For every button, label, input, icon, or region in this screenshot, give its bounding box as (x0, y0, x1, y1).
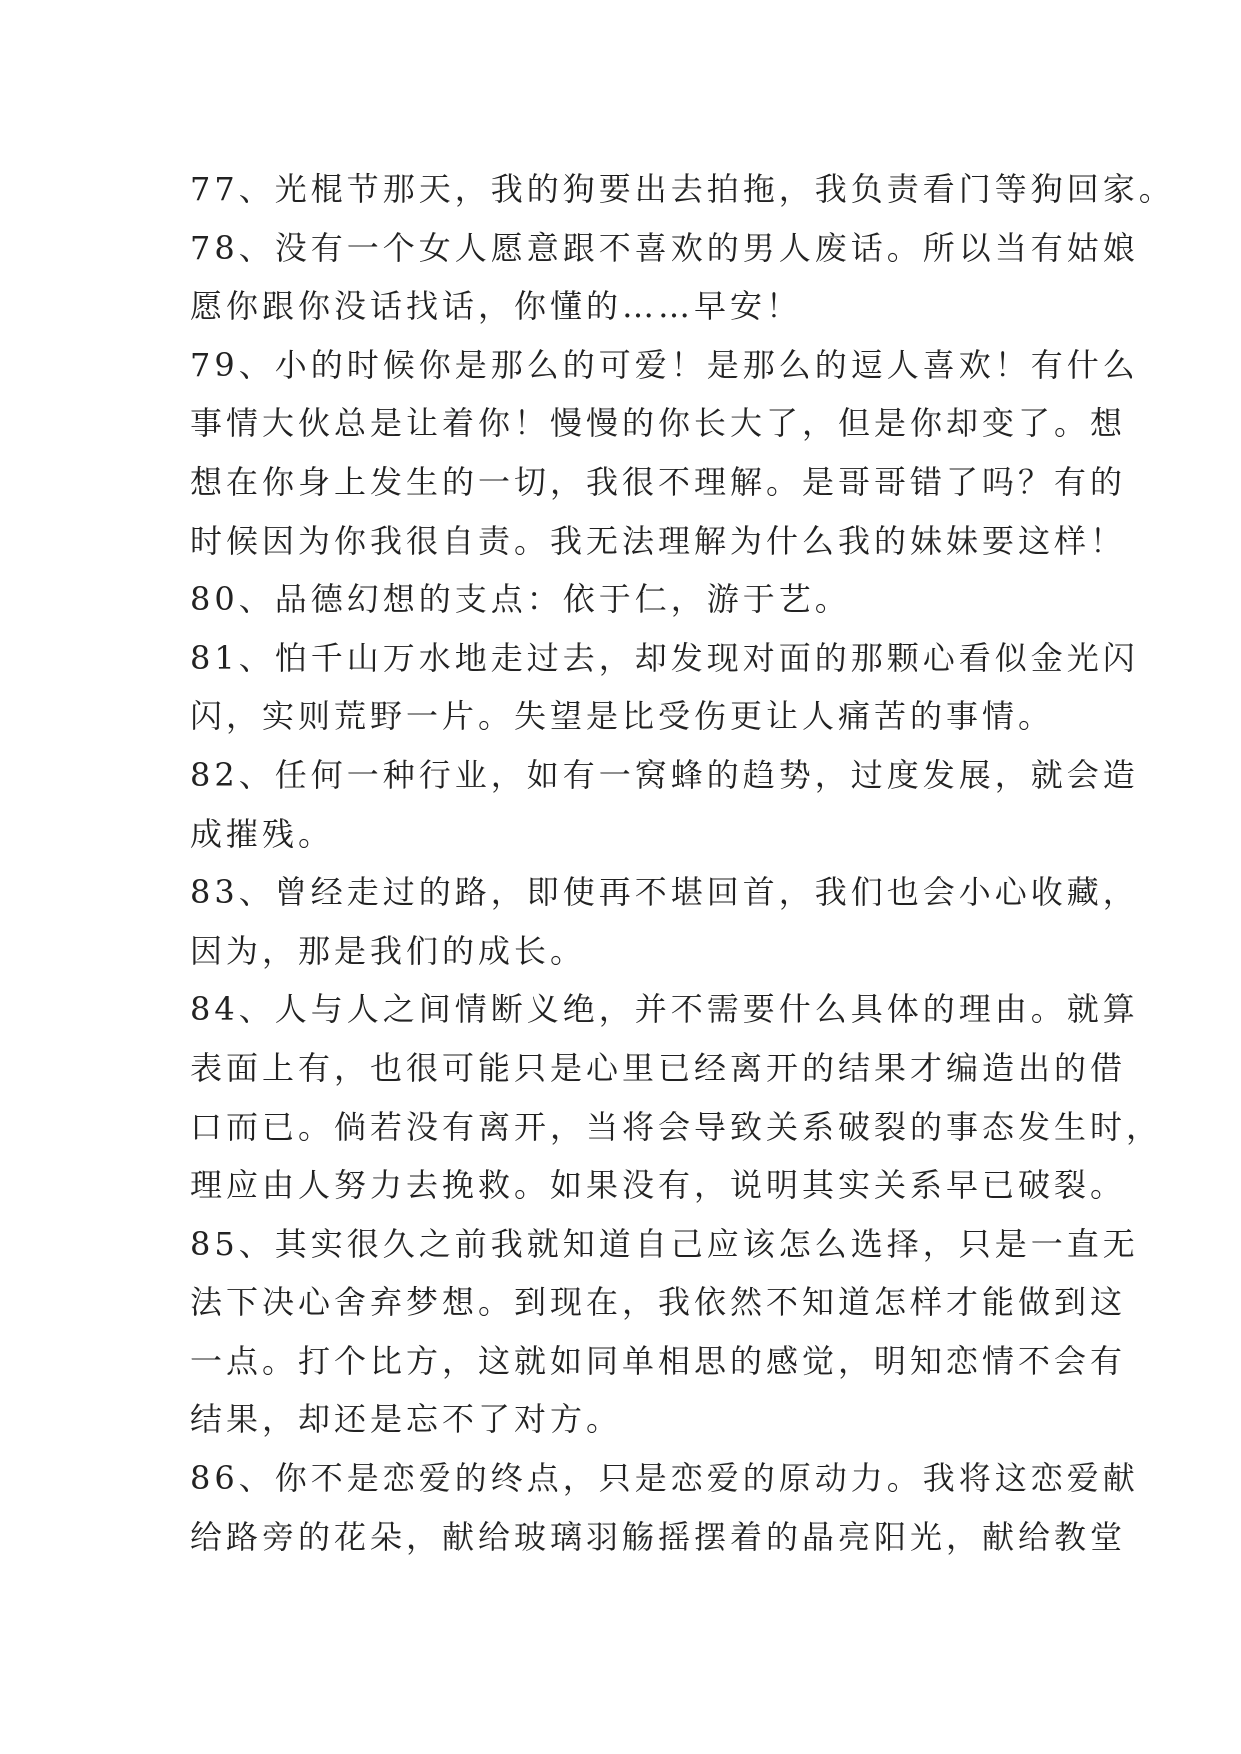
text-line: 85、其实很久之前我就知道自己应该怎么选择，只是一直无 (190, 1224, 1139, 1263)
text-line: 因为，那是我们的成长。 (190, 931, 587, 970)
text-line: 成摧残。 (190, 814, 335, 853)
text-line: 口而已。倘若没有离开，当将会导致关系破裂的事态发生时， (190, 1107, 1163, 1146)
text-line: 闪，实则荒野一片。失望是比受伤更让人痛苦的事情。 (190, 697, 1055, 736)
text-line: 82、任何一种行业，如有一窝蜂的趋势，过度发展，就会造 (190, 755, 1139, 794)
text-line: 78、没有一个女人愿意跟不喜欢的男人废话。所以当有姑娘 (190, 228, 1139, 267)
text-line: 80、品德幻想的支点：依于仁，游于艺。 (190, 580, 851, 619)
text-line: 想在你身上发生的一切，我很不理解。是哥哥错了吗？有的 (190, 462, 1127, 501)
text-line: 84、人与人之间情断义绝，并不需要什么具体的理由。就算 (190, 990, 1139, 1029)
text-line: 83、曾经走过的路，即使再不堪回首，我们也会小心收藏， (190, 873, 1139, 912)
text-line: 86、你不是恋爱的终点，只是恋爱的原动力。我将这恋爱献 (190, 1459, 1139, 1498)
text-line: 理应由人努力去挽救。如果没有，说明其实关系早已破裂。 (190, 1166, 1127, 1205)
text-line: 给路旁的花朵，献给玻璃羽觞摇摆着的晶亮阳光，献给教堂 (190, 1517, 1127, 1556)
text-line: 结果，却还是忘不了对方。 (190, 1400, 623, 1439)
document-body (190, 160, 1175, 1566)
text-line: 81、怕千山万水地走过去，却发现对面的那颗心看似金光闪 (190, 638, 1139, 677)
text-line: 法下决心舍弃梦想。到现在，我依然不知道怎样才能做到这 (190, 1283, 1127, 1322)
text-line: 表面上有，也很可能只是心里已经离开的结果才编造出的借 (190, 1048, 1127, 1087)
text-line: 79、小的时候你是那么的可爱！是那么的逗人喜欢！有什么 (190, 345, 1139, 384)
text-line: 一点。打个比方，这就如同单相思的感觉，明知恋情不会有 (190, 1341, 1127, 1380)
text-line: 愿你跟你没话找话，你懂的……早安！ (190, 287, 803, 326)
text-line: 事情大伙总是让着你！慢慢的你长大了，但是你却变了。想 (190, 404, 1127, 443)
text-line: 77、光棍节那天，我的狗要出去拍拖，我负责看门等狗回家。 (190, 170, 1175, 208)
text-line: 时候因为你我很自责。我无法理解为什么我的妹妹要这样！ (190, 521, 1127, 560)
